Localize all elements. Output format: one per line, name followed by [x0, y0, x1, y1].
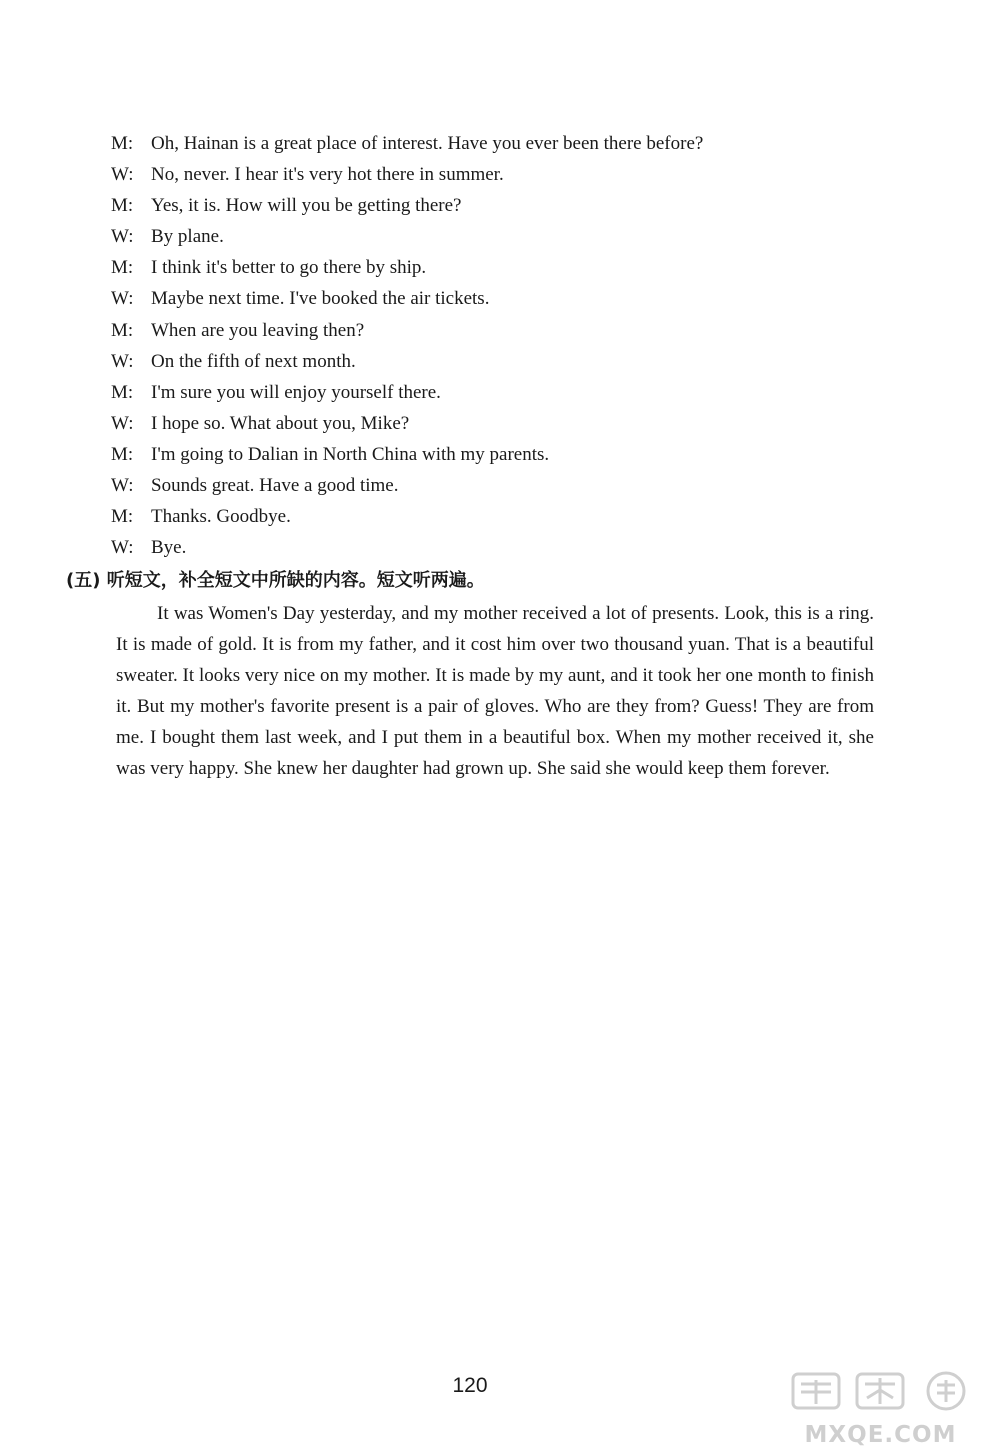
- dialogue-text: Thanks. Goodbye.: [151, 506, 291, 528]
- dialogue-line: [111, 128, 891, 159]
- dialogue-text: No, never. I hear it's very hot there in summer.: [151, 164, 504, 186]
- speaker-label: W:: [111, 226, 134, 248]
- dialogue-text: Sounds great. Have a good time.: [151, 475, 399, 497]
- dialogue-line: [111, 346, 891, 377]
- section-heading: (五) 听短文，补全短文中所缺的内容。短文听两遍。: [66, 570, 485, 591]
- dialogue-text: I think it's better to go there by ship.: [151, 257, 427, 279]
- dialogue-line: [111, 190, 891, 221]
- dialogue-text: By plane.: [151, 226, 224, 248]
- speaker-label: W:: [111, 537, 134, 559]
- dialogue-line: [111, 439, 891, 470]
- dialogue-line: [111, 315, 891, 346]
- watermark: [773, 1368, 988, 1448]
- watermark-logo-icon: [773, 1368, 988, 1414]
- watermark-text: MXQE.COM: [804, 1422, 957, 1448]
- dialogue-line: [111, 501, 891, 532]
- dialogue-text: Oh, Hainan is a great place of interest. Have you ever been there before?: [151, 133, 704, 154]
- dialogue-text: On the fifth of next month.: [151, 350, 356, 372]
- dialogue: [111, 128, 891, 563]
- dialogue-text: I hope so. What about you, Mike?: [151, 412, 410, 434]
- dialogue-line: [111, 283, 891, 314]
- speaker-label: W:: [111, 350, 134, 372]
- dialogue-line: [111, 221, 891, 252]
- dialogue-line: [111, 470, 891, 501]
- speaker-label: M:: [111, 319, 134, 341]
- speaker-label: M:: [111, 506, 134, 528]
- speaker-label: W:: [111, 288, 134, 310]
- dialogue-text: Bye.: [151, 537, 187, 559]
- speaker-label: M:: [111, 381, 134, 403]
- page-number: 120: [452, 1374, 488, 1397]
- speaker-label: W:: [111, 164, 134, 186]
- dialogue-text: I'm sure you will enjoy yourself there.: [151, 381, 441, 403]
- dialogue-text: Yes, it is. How will you be getting there?: [151, 195, 462, 217]
- dialogue-line: [111, 408, 891, 439]
- listening-passage: It was Women's Day yesterday, and my mother received a lot of presents. Look, this is a ring. It is made of gold. It is from my father, and it cost him over two thousand yuan. That is a beautiful sweater. It looks very nice on my mother. It is made by my aunt, and it took her one month to finish it. But my mother's favorite present is a pair of gloves. Who are they from? Guess! They are from me. I bought them last week, and I put them in a beautiful box. When my mother received it, she was very happy. She knew her daughter had grown up. She said she would keep them forever.: [116, 603, 874, 779]
- dialogue-text: I'm going to Dalian in North China with my parents.: [151, 443, 550, 465]
- dialogue-line: [111, 252, 891, 283]
- speaker-label: M:: [111, 133, 134, 154]
- dialogue-line: [111, 377, 891, 408]
- dialogue-text: When are you leaving then?: [151, 319, 365, 341]
- dialogue-line: [111, 159, 891, 190]
- dialogue-line: [111, 532, 891, 563]
- speaker-label: M:: [111, 443, 134, 465]
- speaker-label: W:: [111, 412, 134, 434]
- speaker-label: W:: [111, 475, 134, 497]
- speaker-label: M:: [111, 257, 134, 279]
- speaker-label: M:: [111, 195, 134, 217]
- dialogue-text: Maybe next time. I've booked the air tickets.: [151, 288, 490, 310]
